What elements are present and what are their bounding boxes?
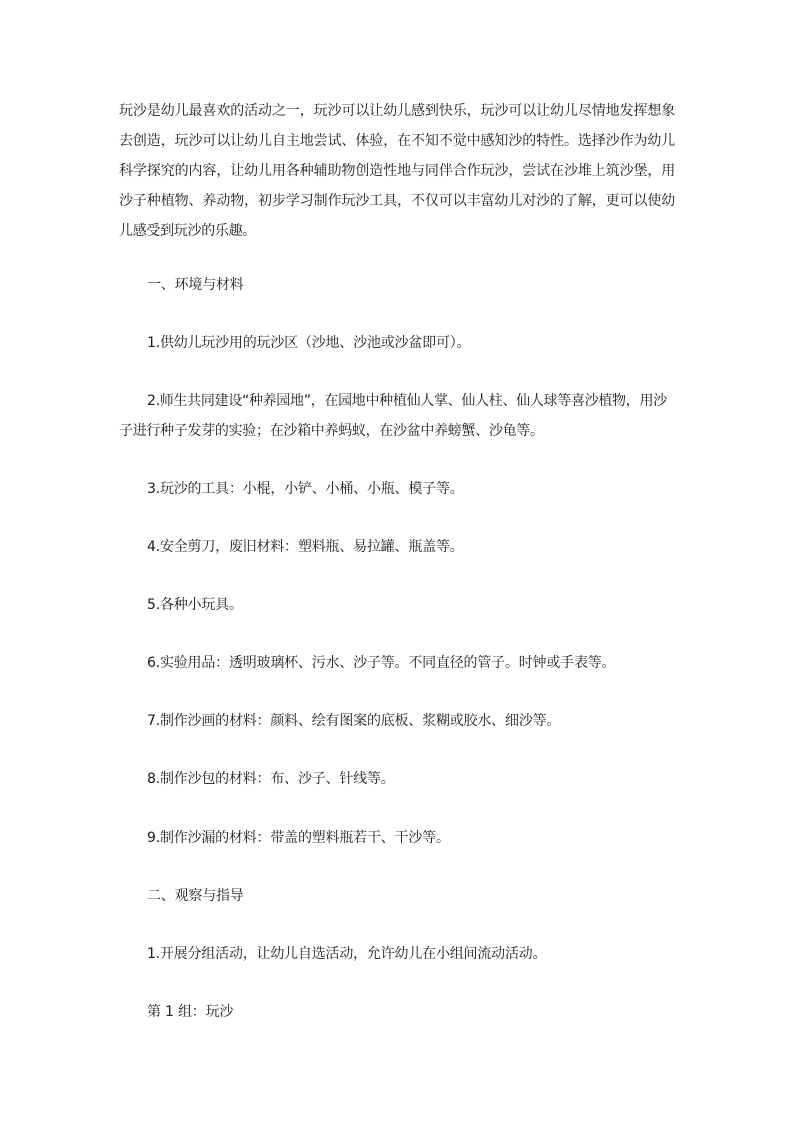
material-item-7: 7.制作沙画的材料：颜料、绘有图案的底板、浆糊或胶水、细沙等。 xyxy=(147,713,561,729)
section-heading-environment: 一、环境与材料 xyxy=(147,277,244,293)
material-item-1: 1.供幼儿玩沙用的玩沙区（沙地、沙池或沙盆即可）。 xyxy=(147,335,471,351)
material-item-3: 3.玩沙的工具：小棍，小铲、小桶、小瓶、模子等。 xyxy=(147,481,464,497)
section-heading-observation: 二、观察与指导 xyxy=(147,888,244,904)
material-item-9: 9.制作沙漏的材料：带盖的塑料瓶若干、干沙等。 xyxy=(147,830,450,846)
material-item-2: 2.师生共同建设“种养园地”，在园地中种植仙人掌、仙人柱、仙人球等喜沙植物，用沙子进行种子发芽的实验；在沙箱中养蚂蚁，在沙盆中养螃蟹、沙龟等。 xyxy=(119,393,667,439)
intro-paragraph: 玩沙是幼儿最喜欢的活动之一，玩沙可以让幼儿感到快乐，玩沙可以让幼儿尽情地发挥想象去创造，玩沙可以让幼儿自主地尝试、体验，在不知不觉中感知沙的特性。选择沙作为幼儿科学探究的内容，让幼儿用各种辅助物创造性地与同伴合作玩沙，尝试在沙堆上筑沙堡，用沙子种植物、养动物，初步学习制作玩沙工具，不仅可以丰富幼儿对沙的了解，更可以使幼儿感受到玩沙的乐趣。 xyxy=(119,103,675,239)
material-item-6: 6.实验用品：透明玻璃杯、污水、沙子等。不同直径的管子。时钟或手表等。 xyxy=(147,655,616,671)
material-item-8: 8.制作沙包的材料：布、沙子、针线等。 xyxy=(147,771,395,787)
material-item-4: 4.安全剪刀，废旧材料：塑料瓶、易拉罐、瓶盖等。 xyxy=(147,539,464,555)
group-1-label: 第 1 组：玩沙 xyxy=(147,1004,234,1020)
guide-item-1: 1.开展分组活动，让幼儿自选活动，允许幼儿在小组间流动活动。 xyxy=(147,946,547,962)
material-item-5: 5.各种小玩具。 xyxy=(147,597,243,613)
